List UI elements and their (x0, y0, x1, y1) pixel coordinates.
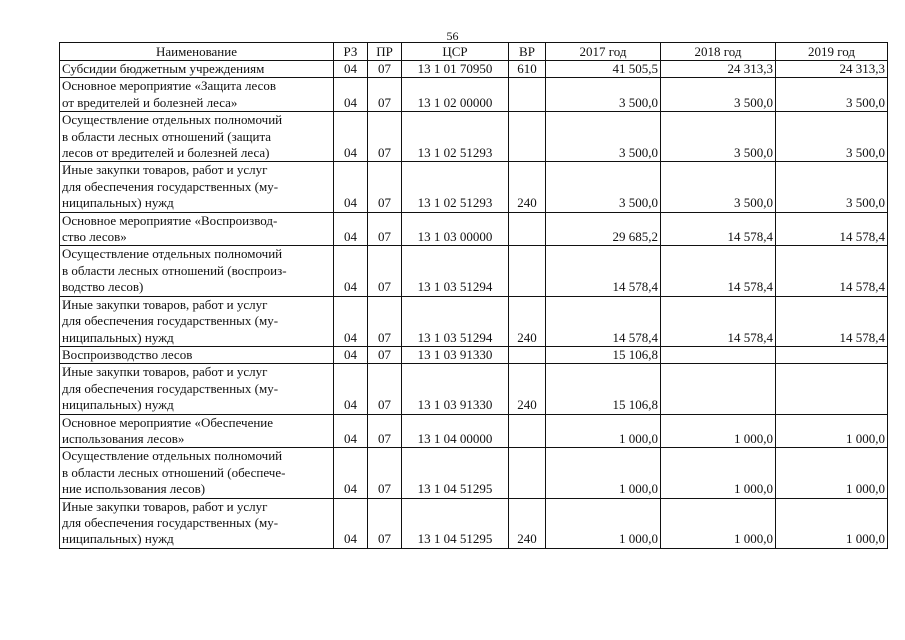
cell-vr (509, 414, 546, 448)
cell-name (60, 364, 334, 414)
cell-csr: 13 1 04 51295 (402, 498, 509, 548)
cell-csr: 13 1 04 51295 (402, 448, 509, 498)
cell-name-line: Иные закупки товаров, работ и услуг (62, 162, 268, 178)
cell-2018: 14 578,4 (661, 246, 776, 296)
cell-2017: 3 500,0 (546, 162, 661, 212)
cell-2017: 41 505,5 (546, 61, 661, 78)
cell-rz: 04 (334, 296, 368, 346)
cell-name-line: Иные закупки товаров, работ и услуг (62, 364, 268, 380)
cell-csr: 13 1 04 00000 (402, 414, 509, 448)
cell-name (60, 112, 334, 162)
cell-rz: 04 (334, 364, 368, 414)
cell-2019: 1 000,0 (776, 498, 888, 548)
cell-name (60, 414, 334, 448)
cell-pr: 07 (368, 212, 402, 246)
cell-2018: 14 578,4 (661, 296, 776, 346)
col-header-pr: ПР (368, 43, 402, 61)
cell-2019: 3 500,0 (776, 112, 888, 162)
col-header-rz: РЗ (334, 43, 368, 61)
cell-rz: 04 (334, 212, 368, 246)
cell-name-line: использования лесов» (62, 430, 185, 446)
cell-2019: 1 000,0 (776, 448, 888, 498)
cell-2019: 1 000,0 (776, 414, 888, 448)
cell-rz: 04 (334, 448, 368, 498)
cell-2019: 3 500,0 (776, 162, 888, 212)
cell-name (60, 162, 334, 212)
cell-vr: 240 (509, 162, 546, 212)
cell-2019: 24 313,3 (776, 61, 888, 78)
cell-name-line: водство лесов) (62, 279, 144, 295)
cell-name (60, 448, 334, 498)
cell-vr: 240 (509, 498, 546, 548)
cell-csr: 13 1 03 51294 (402, 296, 509, 346)
cell-pr: 07 (368, 364, 402, 414)
cell-csr: 13 1 03 00000 (402, 212, 509, 246)
cell-name-line: от вредителей и болезней леса» (62, 94, 238, 110)
cell-name-line: для обеспечения государственных (му- (62, 514, 279, 530)
cell-2017: 1 000,0 (546, 448, 661, 498)
cell-csr: 13 1 02 00000 (402, 78, 509, 112)
cell-2017: 14 578,4 (546, 246, 661, 296)
cell-name-line: ниципальных) нужд (62, 397, 174, 413)
cell-name (60, 246, 334, 296)
cell-name-line: ниципальных) нужд (62, 531, 174, 547)
cell-2017: 1 000,0 (546, 414, 661, 448)
cell-2017: 3 500,0 (546, 78, 661, 112)
cell-pr: 07 (368, 414, 402, 448)
cell-name-line: лесов от вредителей и болезней леса) (62, 145, 270, 161)
cell-name-line: для обеспечения государственных (му- (62, 178, 279, 194)
cell-name-line: ниципальных) нужд (62, 329, 174, 345)
table-row (60, 414, 888, 448)
page-number: 56 (446, 29, 459, 43)
cell-2019: 14 578,4 (776, 212, 888, 246)
cell-2019 (776, 364, 888, 414)
cell-name-line: Иные закупки товаров, работ и услуг (62, 498, 268, 514)
cell-csr: 13 1 03 91330 (402, 346, 509, 363)
cell-rz: 04 (334, 162, 368, 212)
cell-2018: 1 000,0 (661, 414, 776, 448)
cell-name-line: Иные закупки товаров, работ и услуг (62, 296, 268, 312)
cell-name-line: Воспроизводство лесов (62, 346, 193, 362)
cell-2018: 3 500,0 (661, 112, 776, 162)
table-row (60, 364, 888, 414)
table-row (60, 498, 888, 548)
cell-vr (509, 448, 546, 498)
cell-name-line: в области лесных отношений (защита (62, 128, 272, 144)
cell-rz: 04 (334, 346, 368, 363)
col-header-name: Наименование (60, 43, 334, 61)
cell-name (60, 78, 334, 112)
cell-rz: 04 (334, 112, 368, 162)
cell-name-line: в области лесных отношений (обеспече- (62, 464, 286, 480)
cell-pr: 07 (368, 162, 402, 212)
col-header-csr: ЦСР (402, 43, 509, 61)
table-row (60, 296, 888, 346)
cell-2017: 15 106,8 (546, 346, 661, 363)
cell-2017: 29 685,2 (546, 212, 661, 246)
cell-2017: 1 000,0 (546, 498, 661, 548)
cell-csr: 13 1 02 51293 (402, 162, 509, 212)
cell-2019 (776, 346, 888, 363)
cell-2019: 3 500,0 (776, 78, 888, 112)
cell-name-line: для обеспечения государственных (му- (62, 313, 279, 329)
cell-name-line: Осуществление отдельных полномочий (62, 246, 283, 262)
cell-rz: 04 (334, 498, 368, 548)
cell-2017: 14 578,4 (546, 296, 661, 346)
cell-pr: 07 (368, 448, 402, 498)
cell-csr: 13 1 03 51294 (402, 246, 509, 296)
cell-pr: 07 (368, 78, 402, 112)
cell-rz: 04 (334, 78, 368, 112)
table-header-row (60, 43, 888, 61)
table-row (60, 246, 888, 296)
table-row (60, 346, 888, 363)
cell-pr: 07 (368, 246, 402, 296)
table-row (60, 448, 888, 498)
cell-2018: 3 500,0 (661, 162, 776, 212)
cell-csr: 13 1 02 51293 (402, 112, 509, 162)
cell-vr: 610 (509, 61, 546, 78)
cell-name-line: Осуществление отдельных полномочий (62, 112, 283, 128)
cell-name-line: Субсидии бюджетным учреждениям (62, 61, 265, 76)
table-row (60, 78, 888, 112)
cell-name (60, 296, 334, 346)
cell-rz: 04 (334, 246, 368, 296)
cell-vr (509, 78, 546, 112)
cell-name-line: для обеспечения государственных (му- (62, 380, 279, 396)
col-header-2017: 2017 год (546, 43, 661, 61)
cell-csr: 13 1 01 70950 (402, 61, 509, 78)
cell-name-line: ство лесов» (62, 229, 127, 245)
cell-pr: 07 (368, 112, 402, 162)
cell-name-line: ние использования лесов) (62, 481, 206, 497)
cell-vr (509, 212, 546, 246)
cell-name-line: Основное мероприятие «Обеспечение (62, 414, 274, 430)
cell-2017: 15 106,8 (546, 364, 661, 414)
cell-2018: 3 500,0 (661, 78, 776, 112)
cell-vr (509, 346, 546, 363)
cell-vr (509, 246, 546, 296)
cell-vr (509, 112, 546, 162)
cell-2019: 14 578,4 (776, 246, 888, 296)
cell-name (60, 61, 334, 78)
cell-pr: 07 (368, 498, 402, 548)
cell-name-line: Осуществление отдельных полномочий (62, 448, 283, 464)
cell-2019: 14 578,4 (776, 296, 888, 346)
cell-name-line: Основное мероприятие «Защита лесов (62, 78, 277, 94)
cell-pr: 07 (368, 346, 402, 363)
cell-vr: 240 (509, 296, 546, 346)
budget-table (59, 42, 888, 549)
table-row (60, 61, 888, 78)
cell-name-line: Основное мероприятие «Воспроизвод- (62, 212, 278, 228)
cell-name (60, 212, 334, 246)
cell-pr: 07 (368, 61, 402, 78)
cell-vr: 240 (509, 364, 546, 414)
cell-2018: 24 313,3 (661, 61, 776, 78)
cell-pr: 07 (368, 296, 402, 346)
cell-2018: 1 000,0 (661, 448, 776, 498)
cell-rz: 04 (334, 61, 368, 78)
cell-name (60, 498, 334, 548)
col-header-2018: 2018 год (661, 43, 776, 61)
cell-name-line: ниципальных) нужд (62, 195, 174, 211)
col-header-vr: ВР (509, 43, 546, 61)
col-header-2019: 2019 год (776, 43, 888, 61)
cell-2018: 1 000,0 (661, 498, 776, 548)
cell-csr: 13 1 03 91330 (402, 364, 509, 414)
cell-2018 (661, 346, 776, 363)
table-body (60, 61, 888, 549)
cell-2018: 14 578,4 (661, 212, 776, 246)
table-row (60, 112, 888, 162)
table-row (60, 212, 888, 246)
cell-rz: 04 (334, 414, 368, 448)
cell-name (60, 346, 334, 363)
cell-name-line: в области лесных отношений (воспроиз- (62, 262, 287, 278)
table-row (60, 162, 888, 212)
cell-2017: 3 500,0 (546, 112, 661, 162)
cell-2018 (661, 364, 776, 414)
